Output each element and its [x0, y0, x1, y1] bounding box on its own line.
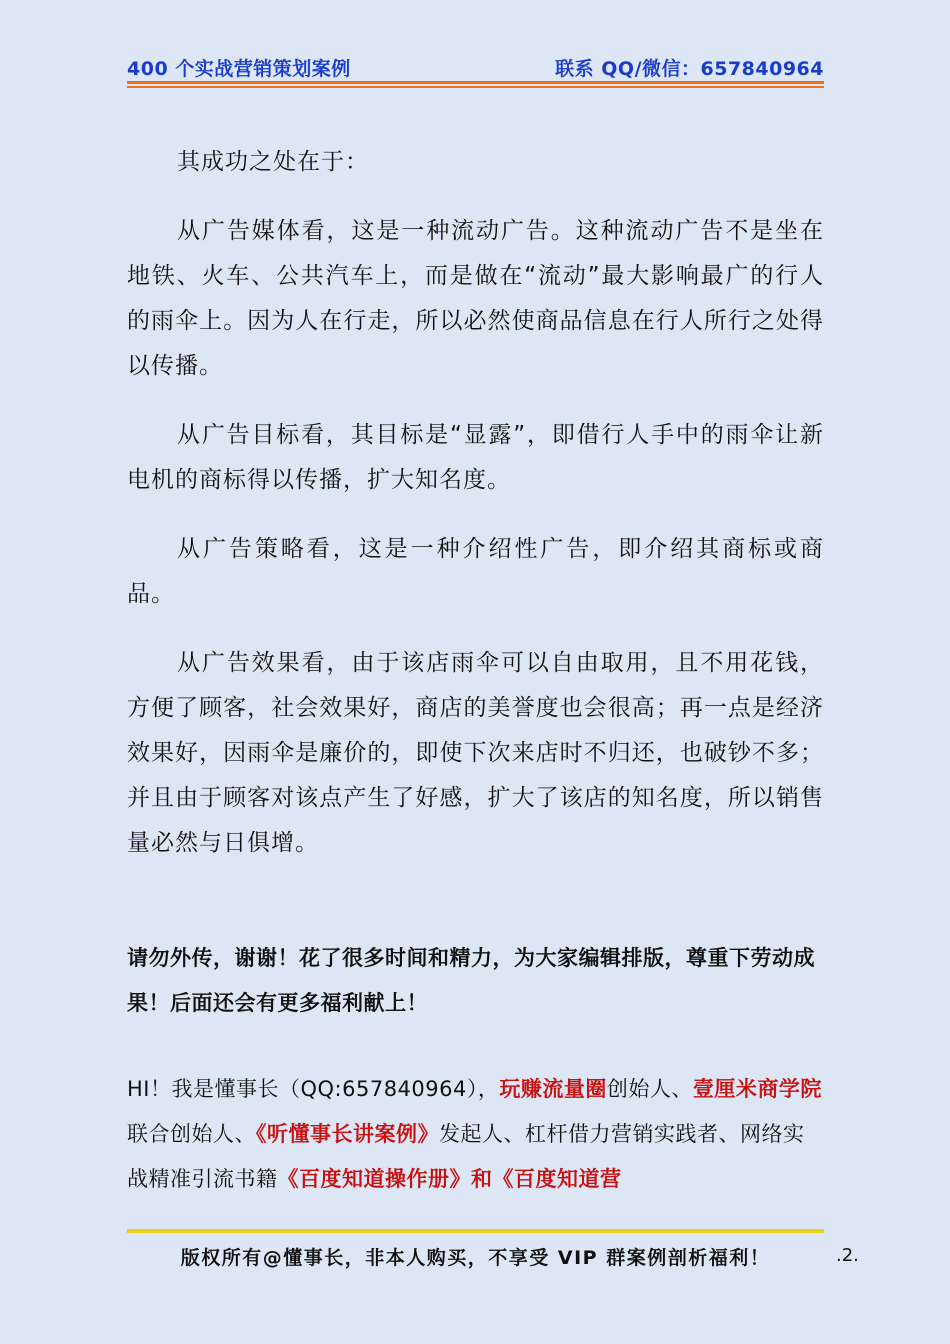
header-contact: 联系 QQ/微信：657840964 — [555, 58, 824, 80]
header-rule — [127, 81, 824, 84]
bio-highlight: 《百度知道操作册》和《百度知道营 — [277, 1167, 622, 1191]
paragraph-media: 从广告媒体看，这是一种流动广告。这种流动广告不是坐在地铁、火车、公共汽车上，而是做在“流动”最大影响最广的行人的雨伞上。因为人在行走，所以必然使商品信息在行人所行之处得以传播。 — [127, 218, 824, 379]
footer-rule — [127, 1229, 824, 1233]
bio-text: HI！我是懂事长（QQ:657840964）， — [127, 1077, 500, 1101]
footer-copyright: 版权所有@懂事长，非本人购买，不享受 VIP 群案例剖析福利！ — [180, 1247, 771, 1269]
author-bio — [127, 1067, 824, 1202]
page-number: .2. — [836, 1245, 859, 1266]
bio-highlight: 《听懂事长讲案例》 — [256, 1122, 439, 1146]
bio-highlight: 玩赚流量圈 — [499, 1077, 607, 1101]
bio-text: 联合创始人、 — [127, 1122, 256, 1146]
body-content — [127, 140, 824, 890]
page-header — [127, 54, 824, 80]
paragraph-intro: 其成功之处在于： — [177, 149, 369, 175]
paragraph-strategy: 从广告策略看，这是一种介绍性广告，即介绍其商标或商品。 — [127, 536, 824, 607]
paragraph-effect: 从广告效果看，由于该店雨伞可以自由取用，且不用花钱，方便了顾客，社会效果好，商店的美誉度也会很高；再一点是经济效果好，因雨伞是廉价的，即使下次来店时不归还，也破钞不多；并且由于顾客对该点产生了好感，扩大了该店的知名度，所以销售量必然与日俱增。 — [127, 650, 824, 856]
bio-text: 创始人、 — [606, 1077, 693, 1101]
bio-highlight: 壹厘米商学院 — [692, 1077, 822, 1101]
notice-text: 请勿外传，谢谢！花了很多时间和精力，为大家编辑排版，尊重下劳动成果！后面还会有更多福利献上！ — [127, 946, 815, 1015]
bio-text: 发起人、杠杆借力营销实践者、网络实战精准引流书籍 — [127, 1122, 805, 1191]
header-rule-thin — [127, 86, 824, 88]
header-title: 400 个实战营销策划案例 — [127, 58, 351, 80]
paragraph-target: 从广告目标看，其目标是“显露”，即借行人手中的雨伞让新电机的商标得以传播，扩大知名度。 — [127, 422, 824, 493]
